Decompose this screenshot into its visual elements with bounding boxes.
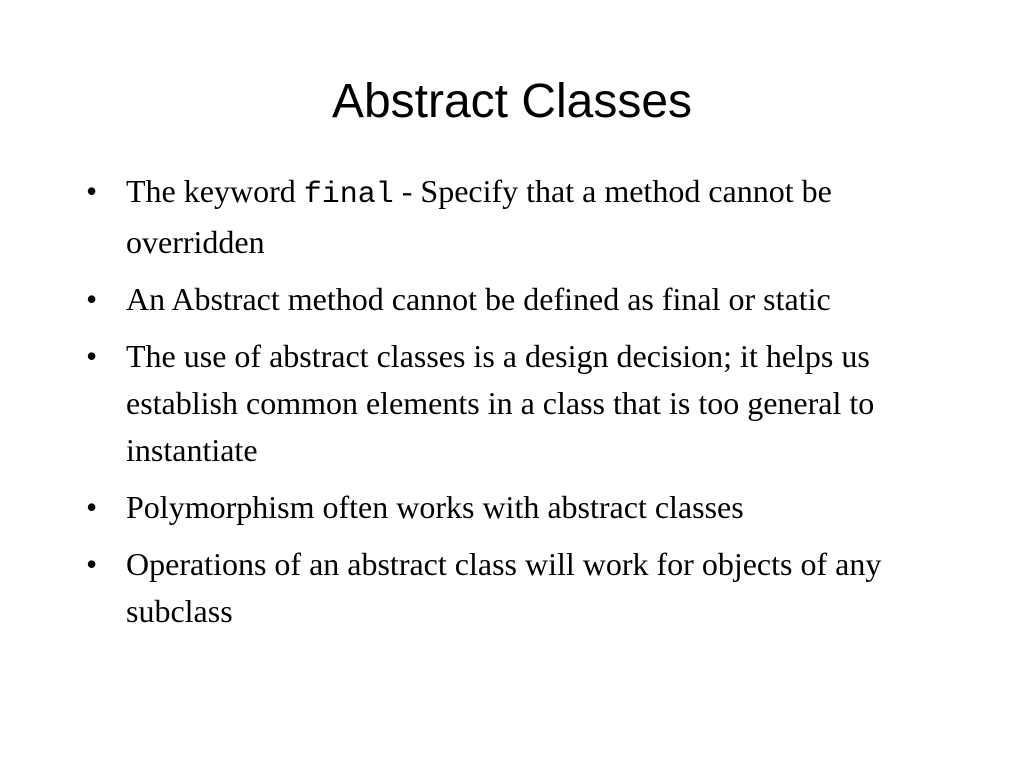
- slide-title: Abstract Classes: [331, 75, 693, 128]
- bullet-icon: •: [86, 546, 98, 582]
- bullet-item-operations: [86, 541, 946, 635]
- bullet-text: Polymorphism often works with abstract classes: [126, 489, 744, 525]
- bullet-icon: •: [86, 338, 98, 374]
- bullet-item-design-decision: [86, 333, 946, 474]
- bullet-item-polymorphism: [86, 484, 946, 531]
- bullet-item-final-keyword: [86, 168, 946, 266]
- bullet-list: [86, 168, 946, 645]
- code-keyword-final: final: [303, 178, 394, 212]
- bullet-text: The use of abstract classes is a design decision; it helps us establish common elements in a class that is too general to instantiate: [126, 338, 875, 468]
- bullet-text-before: The keyword: [126, 173, 304, 209]
- bullet-icon: •: [86, 489, 98, 525]
- bullet-text: An Abstract method cannot be defined as final or static: [126, 281, 831, 317]
- bullet-item-abstract-method: [86, 276, 946, 323]
- bullet-icon: •: [86, 173, 98, 209]
- bullet-text: Operations of an abstract class will work for objects of any subclass: [126, 546, 882, 629]
- bullet-icon: •: [86, 281, 98, 317]
- bullet-text-after: - Specify that a method cannot be overridden: [126, 173, 832, 260]
